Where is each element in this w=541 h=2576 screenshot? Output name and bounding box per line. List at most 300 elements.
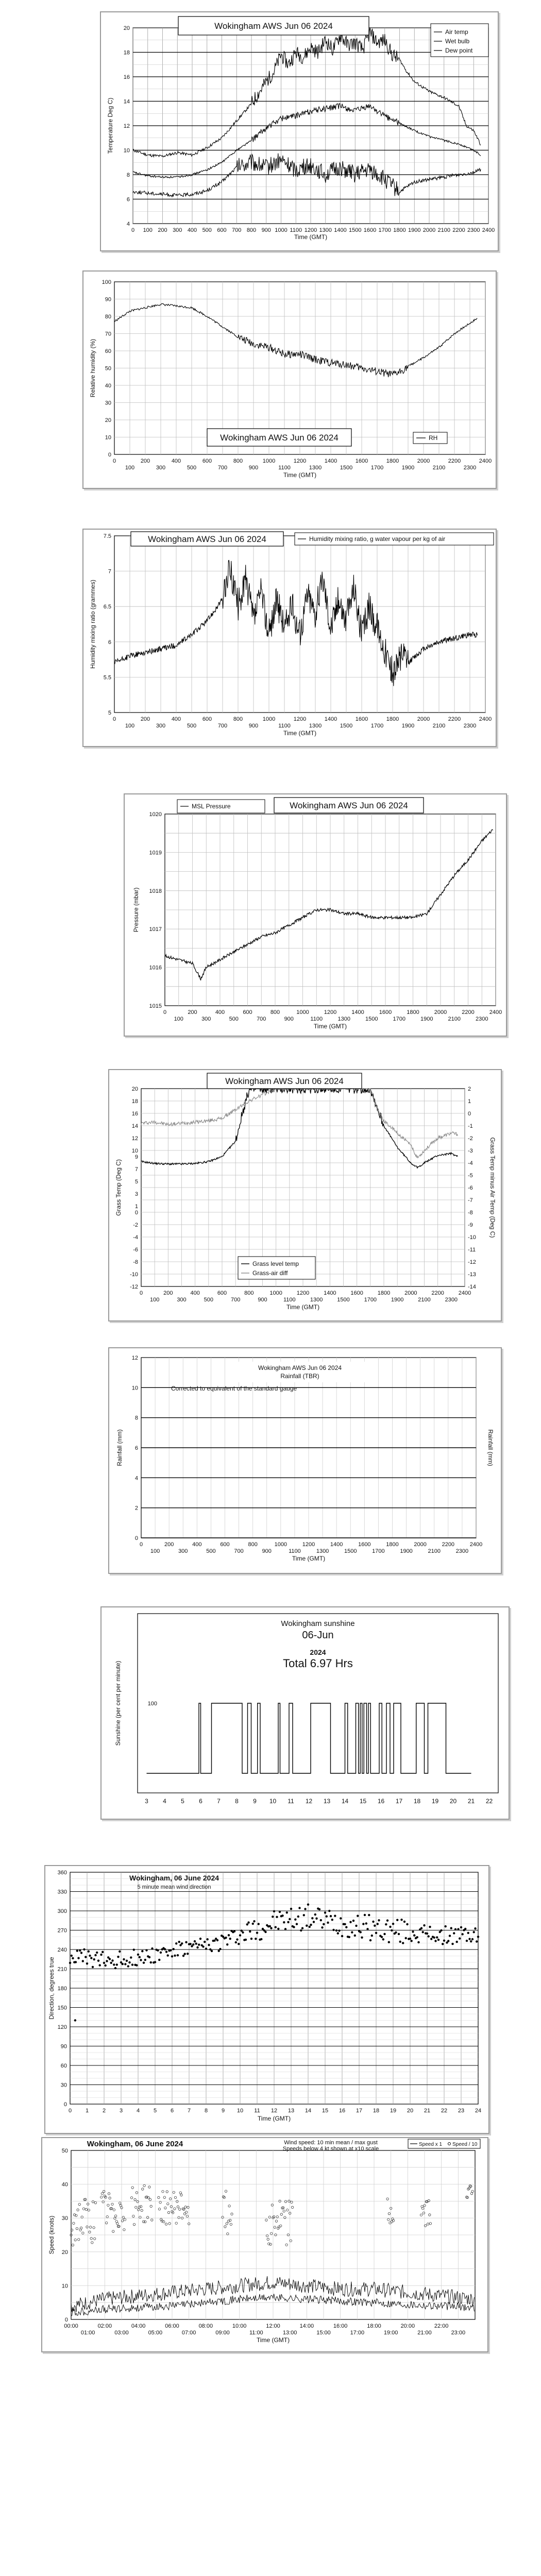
wdir-point [436, 1936, 438, 1938]
wspd-legend-label: Speed x 1 [419, 2142, 443, 2147]
wdir-point [381, 1936, 383, 1938]
mix-x-tick-label: 600 [202, 716, 212, 722]
grass-y-tick-label: 10 [131, 1148, 138, 1154]
grass-x-tick-label: 1700 [364, 1297, 377, 1303]
sun-x-tick-label: 16 [377, 1798, 385, 1805]
wdir-x-tick-label: 10 [236, 2108, 244, 2114]
grass-y-tick-label: 14 [131, 1123, 138, 1129]
wdir-point [213, 1940, 215, 1942]
temp-x-tick-label: 300 [173, 227, 182, 233]
wdir-point [75, 1961, 77, 1963]
wdir-x-tick-label: 12 [270, 2108, 278, 2114]
wdir-point [378, 1919, 380, 1921]
temp-y-tick-label: 20 [123, 25, 130, 31]
grass-x-tick-label: 1300 [310, 1297, 323, 1303]
pres-y-tick-label: 1019 [149, 850, 162, 856]
wdir-point [88, 1951, 90, 1953]
wdir-point [474, 1927, 476, 1929]
pres-x-tick-label: 1200 [324, 1009, 337, 1015]
wdir-point [250, 1938, 252, 1940]
wspd-x-axis-label: Time (GMT) [256, 2336, 290, 2344]
grass-y2-tick-label: -2 [468, 1136, 473, 1142]
mix-x-tick-label: 200 [140, 716, 150, 722]
wdir-point [174, 1955, 176, 1957]
wdir-point [131, 1963, 133, 1965]
temp-y-tick-label: 14 [123, 98, 130, 105]
wdir-point [332, 1929, 334, 1931]
wdir-point [293, 1926, 295, 1928]
pres-x-tick-label: 1100 [310, 1016, 323, 1022]
rh-x-tick-label: 700 [217, 465, 228, 471]
temp-x-tick-label: 900 [261, 227, 271, 233]
sun-subtitle: 06-Jun [302, 1630, 334, 1641]
wdir-point [382, 1938, 384, 1940]
grass-x-tick-label: 1900 [391, 1297, 404, 1303]
mix-x-tick-label: 1700 [370, 723, 384, 729]
rh-x-tick-label: 100 [125, 465, 135, 471]
wdir-point [242, 1931, 244, 1934]
grass-temp-chart-panel [108, 1069, 502, 1321]
mix-title: Wokingham AWS Jun 06 2024 [148, 534, 266, 544]
temp-y-tick-label: 10 [123, 147, 130, 154]
wspd-x-tick-label: 12:00 [266, 2323, 280, 2329]
wdir-point [127, 1965, 129, 1967]
wdir-point [327, 1922, 329, 1924]
wdir-point [219, 1948, 221, 1950]
rain-title: Wokingham AWS Jun 06 2024 [258, 1364, 342, 1371]
wdir-point [303, 1914, 305, 1916]
wdir-point [286, 1911, 288, 1913]
pres-x-tick-label: 1000 [296, 1009, 309, 1015]
wdir-point [355, 1925, 357, 1927]
wspd-x-tick-label: 04:00 [131, 2323, 146, 2329]
wdir-x-tick-label: 14 [305, 2108, 312, 2114]
temp-x-tick-label: 2300 [467, 227, 480, 233]
wdir-point [144, 1959, 146, 1961]
wdir-point [294, 1919, 296, 1921]
rain-x-tick-label: 1700 [372, 1548, 385, 1554]
rain-y-tick-label: 10 [131, 1385, 138, 1392]
wspd-y-tick-label: 20 [61, 2249, 68, 2256]
wdir-point [287, 1921, 289, 1923]
wdir-point [235, 1941, 237, 1943]
wdir-point [371, 1935, 373, 1937]
grass-y2-tick-label: -10 [468, 1234, 476, 1241]
wspd-x-tick-label: 22:00 [434, 2323, 449, 2329]
wdir-point [426, 1933, 428, 1935]
wspd-x-tick-label: 09:00 [215, 2330, 230, 2336]
wdir-point [377, 1923, 379, 1925]
sun-x-tick-label: 14 [341, 1798, 349, 1805]
sunshine-chart-panel [100, 1606, 510, 1820]
rh-y-tick-label: 50 [105, 365, 111, 372]
mix-x-tick-label: 1000 [262, 716, 276, 722]
wdir-point [402, 1942, 404, 1944]
temp-x-tick-label: 1100 [290, 227, 302, 233]
wdir-point [158, 1959, 160, 1961]
wdir-point [207, 1938, 209, 1940]
mix-x-tick-label: 700 [217, 723, 228, 729]
rh-y-tick-label: 20 [105, 417, 111, 423]
wdir-point [154, 1961, 156, 1963]
wdir-point [388, 1941, 390, 1943]
wdir-point [400, 1919, 402, 1921]
wdir-point [79, 1950, 81, 1952]
wdir-point [310, 1924, 312, 1926]
wdir-point [269, 1925, 271, 1927]
grass-y-tick-label: -12 [130, 1284, 138, 1290]
wdir-point [360, 1931, 362, 1933]
temp-y-tick-label: 18 [123, 49, 130, 56]
grass-x-tick-label: 2300 [445, 1297, 458, 1303]
wdir-point [170, 1949, 172, 1951]
wdir-x-tick-label: 20 [407, 2108, 414, 2114]
grass-y-tick-label: 7 [134, 1166, 138, 1173]
grass-y2-tick-label: -5 [468, 1173, 473, 1179]
wdir-point [83, 1948, 85, 1951]
temp-legend-label: Dew point [445, 47, 473, 54]
wdir-point [145, 1949, 147, 1951]
pres-x-tick-label: 200 [188, 1009, 197, 1015]
wspd-y-tick-label: 30 [61, 2215, 68, 2222]
mix-x-axis-label: Time (GMT) [283, 730, 317, 737]
sun-x-tick-label: 22 [485, 1798, 493, 1805]
wdir-point [252, 1923, 254, 1925]
wdir-point [409, 1938, 411, 1940]
grass-x-tick-label: 1000 [269, 1290, 282, 1296]
grass-y-tick-label: -2 [133, 1222, 138, 1228]
rh-x-tick-label: 1200 [293, 458, 307, 464]
wdir-point [443, 1940, 445, 1942]
wdir-point [117, 1956, 119, 1958]
grass-x-tick-label: 700 [230, 1297, 241, 1303]
sun-x-tick-label: 4 [163, 1798, 166, 1805]
sun-x-tick-label: 6 [199, 1798, 202, 1805]
wdir-point [100, 1954, 102, 1956]
wdir-point [340, 1917, 342, 1919]
wdir-point [181, 1942, 183, 1944]
sun-x-tick-label: 9 [253, 1798, 257, 1805]
wdir-y-tick-label: 210 [57, 1966, 67, 1973]
rh-y-tick-label: 70 [105, 331, 111, 337]
temp-title: Wokingham AWS Jun 06 2024 [214, 21, 333, 31]
rain-x-axis-label: Time (GMT) [292, 1555, 326, 1562]
temp-x-tick-label: 2200 [452, 227, 465, 233]
wdir-point [364, 1914, 366, 1916]
grass-title: Wokingham AWS Jun 06 2024 [225, 1076, 344, 1086]
pres-legend-label: MSL Pressure [192, 803, 231, 810]
mix-x-tick-label: 0 [112, 716, 116, 722]
wdir-point [375, 1932, 377, 1934]
rain-x-tick-label: 1100 [289, 1548, 301, 1554]
sun-x-tick-label: 12 [305, 1798, 313, 1805]
wdir-point [345, 1926, 347, 1928]
wdir-x-tick-label: 22 [441, 2108, 448, 2114]
wdir-point [275, 1926, 277, 1928]
grass-x-tick-label: 500 [204, 1297, 214, 1303]
wspd-subtitle: Wind speed: 10 min mean / max gust [284, 2140, 378, 2146]
grass-y2-axis-label: Grass Temp minus Air Temp (Deg C) [489, 1137, 496, 1238]
mix-y-tick-label: 7.5 [103, 533, 111, 539]
rh-x-tick-label: 2000 [417, 458, 430, 464]
wdir-point [229, 1938, 231, 1940]
wdir-point [395, 1931, 397, 1934]
grass-y2-tick-label: -13 [468, 1272, 476, 1278]
wdir-point [178, 1941, 180, 1943]
humidity-chart [83, 272, 496, 488]
rh-x-tick-label: 1700 [370, 465, 384, 471]
wdir-point [276, 1916, 278, 1918]
pres-y-tick-label: 1015 [149, 1003, 162, 1009]
wdir-point [226, 1943, 228, 1945]
wdir-point [450, 1927, 452, 1929]
rain-x-tick-label: 800 [248, 1541, 258, 1548]
wdir-point [141, 1950, 143, 1952]
rain-subtitle: Rainfall (TBR) [280, 1372, 319, 1380]
wdir-point [457, 1928, 459, 1930]
grass-x-tick-label: 2100 [418, 1297, 431, 1303]
rh-x-tick-label: 500 [187, 465, 197, 471]
mix-y-tick-label: 5 [108, 710, 111, 716]
grass-y-tick-label: 0 [134, 1210, 138, 1216]
mix-x-tick-label: 2300 [463, 723, 477, 729]
pres-y-tick-label: 1018 [149, 888, 162, 894]
rain-y-axis-label: Rainfall (mm) [116, 1429, 123, 1466]
sun-x-tick-label: 5 [181, 1798, 184, 1805]
grass-y2-tick-label: -4 [468, 1160, 473, 1166]
wdir-point [148, 1956, 150, 1958]
wspd-x-tick-label: 03:00 [114, 2330, 129, 2336]
wdir-point [334, 1915, 336, 1917]
wspd-x-tick-label: 23:00 [451, 2330, 466, 2336]
mix-x-tick-label: 300 [156, 723, 166, 729]
wdir-point [105, 1964, 107, 1967]
wspd-x-tick-label: 10:00 [232, 2323, 247, 2329]
rain-y-tick-label: 8 [134, 1415, 138, 1421]
pres-x-axis-label: Time (GMT) [313, 1023, 347, 1030]
wdir-point [313, 1921, 315, 1923]
wdir-point [398, 1933, 400, 1935]
temp-y-tick-label: 8 [126, 172, 130, 178]
temp-x-tick-label: 0 [131, 227, 135, 233]
wdir-point [89, 1955, 91, 1957]
rain-x-tick-label: 600 [220, 1541, 230, 1548]
rain-x-tick-label: 2300 [455, 1548, 469, 1554]
wdir-x-tick-label: 3 [119, 2108, 123, 2114]
wdir-point [462, 1933, 464, 1935]
wdir-point [468, 1938, 470, 1940]
rain-y-tick-label: 4 [134, 1475, 138, 1482]
pres-x-tick-label: 1700 [393, 1016, 405, 1022]
wdir-y-tick-label: 180 [57, 1986, 67, 1992]
wdir-x-tick-label: 4 [136, 2108, 140, 2114]
wspd-y-tick-label: 0 [64, 2317, 68, 2323]
temp-x-tick-label: 1800 [393, 227, 406, 233]
grass-y-tick-label: -8 [133, 1259, 138, 1265]
mix-legend-label: Humidity mixing ratio, g water vapour per kg of air [309, 535, 446, 543]
wdir-x-tick-label: 9 [221, 2108, 225, 2114]
rain-x-tick-label: 2200 [442, 1541, 455, 1548]
grass-x-tick-label: 900 [258, 1297, 267, 1303]
pressure-chart-panel [124, 793, 507, 1037]
mix-x-tick-label: 500 [187, 723, 197, 729]
grass-x-tick-label: 200 [163, 1290, 173, 1296]
temp-x-tick-label: 1700 [378, 227, 391, 233]
wdir-point [301, 1927, 303, 1929]
wdir-point [383, 1933, 385, 1935]
wdir-point [273, 1910, 275, 1912]
wdir-point [97, 1960, 99, 1962]
sun-x-tick-label: 8 [235, 1798, 239, 1805]
rainfall-chart-panel [108, 1347, 502, 1574]
rh-x-tick-label: 300 [156, 465, 166, 471]
wdir-point [114, 1967, 116, 1969]
wdir-point [103, 1962, 105, 1964]
rain-x-tick-label: 500 [206, 1548, 216, 1554]
rh-y-tick-label: 90 [105, 296, 111, 303]
sun-x-tick-label: 15 [359, 1798, 367, 1805]
wdir-point [405, 1937, 407, 1939]
rh-title: Wokingham AWS Jun 06 2024 [220, 433, 339, 443]
grass-y-tick-label: -4 [133, 1234, 138, 1241]
wdir-point [264, 1931, 266, 1933]
wspd-x-tick-label: 21:00 [417, 2330, 432, 2336]
sun-x-tick-label: 13 [323, 1798, 331, 1805]
rain-y2-axis-label: Rainfall (mm) [487, 1429, 494, 1466]
wdir-point [204, 1941, 206, 1943]
wdir-x-tick-label: 13 [288, 2108, 295, 2114]
wdir-point [314, 1913, 316, 1916]
rh-x-tick-label: 1000 [262, 458, 276, 464]
rain-y-tick-label: 12 [131, 1355, 138, 1361]
grass-y2-tick-label: -14 [468, 1284, 476, 1290]
sun-x-tick-label: 7 [217, 1798, 221, 1805]
pres-x-tick-label: 600 [243, 1009, 252, 1015]
rain-y-tick-label: 6 [134, 1445, 138, 1451]
wdir-point [326, 1916, 328, 1918]
wdir-point [337, 1932, 339, 1934]
grass-y-tick-label: -6 [133, 1247, 138, 1253]
wdir-point [369, 1939, 371, 1941]
wdir-point [420, 1927, 422, 1929]
mix-x-tick-label: 2200 [448, 716, 461, 722]
grass-y-tick-label: 16 [131, 1111, 138, 1117]
wdir-y-tick-label: 90 [60, 2043, 67, 2050]
temp-legend-label: Wet bulb [445, 38, 470, 45]
temp-x-tick-label: 2000 [422, 227, 436, 233]
rain-x-tick-label: 2000 [414, 1541, 427, 1548]
pres-x-tick-label: 1600 [379, 1009, 392, 1015]
rh-x-tick-label: 1400 [324, 458, 337, 464]
wdir-point [344, 1923, 346, 1925]
wdir-point [233, 1930, 235, 1933]
wdir-point [90, 1957, 92, 1959]
wspd-x-tick-label: 08:00 [198, 2323, 213, 2329]
mix-x-tick-label: 2000 [417, 716, 430, 722]
wdir-point [416, 1936, 418, 1938]
wdir-x-tick-label: 5 [153, 2108, 157, 2114]
wdir-y-tick-label: 150 [57, 2005, 67, 2011]
wdir-x-tick-label: 0 [68, 2108, 72, 2114]
mix-x-tick-label: 1900 [401, 723, 415, 729]
wdir-point [411, 1940, 413, 1942]
rain-x-tick-label: 1900 [400, 1548, 413, 1554]
wdir-y-tick-label: 240 [57, 1947, 67, 1953]
wdir-point [330, 1915, 332, 1917]
grass-y2-tick-label: 1 [468, 1098, 471, 1105]
wspd-x-tick-label: 15:00 [316, 2330, 331, 2336]
wdir-y-tick-label: 360 [57, 1870, 67, 1876]
grass-x-tick-label: 0 [139, 1290, 143, 1296]
wdir-point [246, 1923, 248, 1925]
rh-x-tick-label: 400 [171, 458, 181, 464]
wdir-point [277, 1928, 279, 1930]
rh-x-tick-label: 1100 [278, 465, 291, 471]
grass-y-tick-label: 18 [131, 1098, 138, 1105]
wdir-point [195, 1943, 197, 1945]
temp-x-tick-label: 700 [232, 227, 242, 233]
pres-x-tick-label: 2300 [476, 1016, 488, 1022]
wdir-y-tick-label: 60 [60, 2063, 67, 2069]
wdir-point [175, 1942, 177, 1944]
wdir-point [102, 1951, 104, 1953]
wdir-point [74, 2019, 76, 2021]
mix-x-tick-label: 1800 [386, 716, 399, 722]
wspd-note: Speeds below 4 kt shown at x10 scale [282, 2146, 379, 2152]
grass-y2-tick-label: -7 [468, 1197, 473, 1204]
grass-temp-chart [109, 1070, 501, 1320]
temp-x-tick-label: 2100 [437, 227, 450, 233]
wdir-point [430, 1938, 432, 1940]
wdir-title: Wokingham, 06 June 2024 [129, 1874, 219, 1882]
rain-x-tick-label: 400 [192, 1541, 202, 1548]
rh-legend-label: RH [429, 434, 438, 442]
mix-x-tick-label: 1600 [355, 716, 368, 722]
wdir-point [352, 1920, 354, 1922]
sun-y-axis-label: Sunshine (per cent per minute) [114, 1660, 122, 1746]
wdir-point [202, 1945, 204, 1947]
rain-x-tick-label: 1600 [358, 1541, 371, 1548]
wdir-point [460, 1926, 462, 1928]
grass-y2-tick-label: -6 [468, 1185, 473, 1191]
wdir-point [464, 1928, 466, 1930]
wspd-y-tick-label: 40 [61, 2181, 68, 2188]
wdir-point [96, 1952, 98, 1954]
wdir-point [470, 1940, 472, 1942]
grass-y2-tick-label: -8 [468, 1210, 473, 1216]
grass-x-tick-label: 400 [190, 1290, 200, 1296]
temp-x-tick-label: 1500 [349, 227, 362, 233]
wspd-x-tick-label: 20:00 [400, 2323, 415, 2329]
wspd-x-tick-label: 02:00 [97, 2323, 112, 2329]
wdir-point [72, 1957, 74, 1959]
wdir-point [445, 1925, 447, 1927]
wdir-point [126, 1960, 128, 1962]
mixing-ratio-chart [83, 530, 496, 746]
mix-y-tick-label: 5.5 [103, 674, 111, 681]
wdir-point [392, 1923, 394, 1925]
rh-y-tick-label: 100 [102, 279, 111, 285]
wdir-point [165, 1951, 167, 1953]
wdir-point [82, 1960, 84, 1962]
wdir-point [128, 1961, 130, 1963]
wdir-point [471, 1938, 474, 1940]
wdir-point [412, 1930, 414, 1933]
temp-x-tick-label: 2400 [482, 227, 495, 233]
wspd-x-tick-label: 00:00 [64, 2323, 78, 2329]
wdir-point [357, 1915, 359, 1917]
wdir-point [328, 1910, 330, 1912]
